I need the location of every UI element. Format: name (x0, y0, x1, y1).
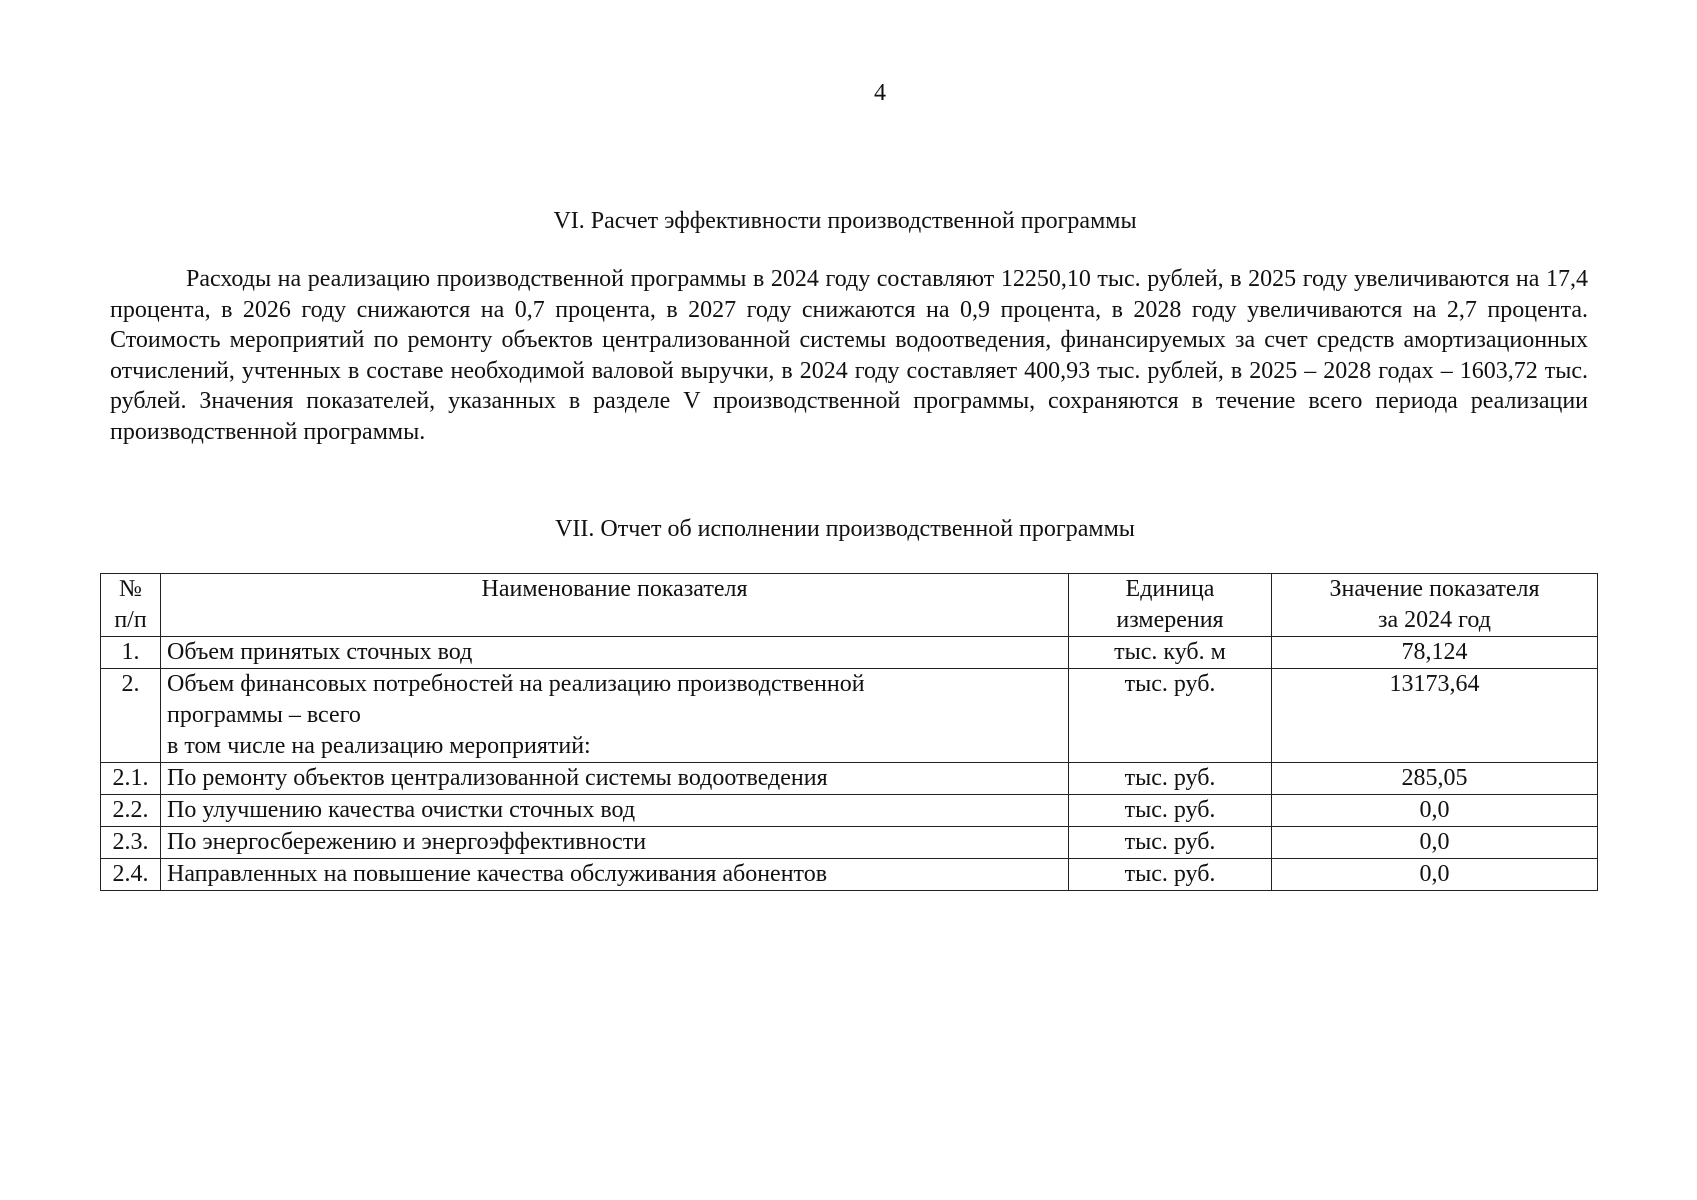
row-num: 1. (101, 637, 161, 669)
header-unit-line2: измерения (1116, 607, 1224, 633)
row-unit: тыс. руб. (1069, 795, 1272, 827)
header-num-cell (101, 574, 161, 637)
row-value: 0,0 (1272, 827, 1598, 859)
row-name: Объем принятых сточных вод (167, 639, 473, 665)
section-6-title: VI. Расчет эффективности производственной программы (553, 208, 1137, 234)
table-row (101, 827, 1598, 859)
header-num-line2: п/п (114, 607, 147, 633)
header-num-line1: № (119, 576, 142, 602)
row-unit: тыс. руб. (1069, 827, 1272, 859)
page-number: 4 (874, 80, 886, 106)
row-name-cell (161, 859, 1069, 891)
header-value-line1: Значение показателя (1329, 576, 1540, 602)
header-unit-line1: Единица (1125, 576, 1215, 602)
row-unit: тыс. руб. (1069, 669, 1272, 763)
row-name-cell (161, 795, 1069, 827)
row-value: 78,124 (1272, 637, 1598, 669)
row-name-line: программы – всего (167, 702, 361, 728)
row-num: 2.1. (101, 763, 161, 795)
report-table (100, 573, 1598, 891)
row-unit: тыс. руб. (1069, 763, 1272, 795)
row-num: 2. (101, 669, 161, 763)
row-value: 0,0 (1272, 795, 1598, 827)
row-name: По ремонту объектов централизованной системы водоотведения (167, 765, 828, 791)
header-name: Наименование показателя (481, 576, 748, 602)
row-name-line: Объем финансовых потребностей на реализацию производственной (167, 671, 865, 697)
row-value: 285,05 (1272, 763, 1598, 795)
table-row (101, 859, 1598, 891)
section-7-title: VII. Отчет об исполнении производственной программы (555, 516, 1135, 542)
row-name-line: в том числе на реализацию мероприятий: (167, 733, 591, 759)
row-num: 2.4. (101, 859, 161, 891)
row-name-cell (161, 827, 1069, 859)
row-value: 13173,64 (1272, 669, 1598, 763)
row-name-cell (161, 669, 1069, 763)
row-value: 0,0 (1272, 859, 1598, 891)
row-name: По улучшению качества очистки сточных вод (167, 797, 636, 823)
header-value-cell (1272, 574, 1598, 637)
table-row (101, 763, 1598, 795)
header-value-line2: за 2024 год (1378, 607, 1491, 633)
table-row (101, 795, 1598, 827)
table-header-row (101, 574, 1598, 637)
row-name: Направленных на повышение качества обслуживания абонентов (167, 861, 828, 887)
row-unit: тыс. руб. (1069, 859, 1272, 891)
row-num: 2.2. (101, 795, 161, 827)
row-num: 2.3. (101, 827, 161, 859)
row-unit: тыс. куб. м (1069, 637, 1272, 669)
row-name: По энергосбережению и энергоэффективности (167, 829, 647, 855)
table-row (101, 637, 1598, 669)
header-unit-cell (1069, 574, 1272, 637)
header-name-cell (161, 574, 1069, 637)
row-name-cell (161, 637, 1069, 669)
section-6-paragraph: Расходы на реализацию производственной программы в 2024 году составляют 12250,10 тыс. рублей, в 2025 году увеличиваются на 17,4 процента, в 2026 году снижаются на 0,7 процента, в 2027 году снижаются на 0,9 процента, в 2028 году увеличиваются на 2,7 процента. Стоимость мероприятий по ремонту объектов централизованной системы водоотведения, финансируемых за счет средств амортизационных отчислений, учтенных в составе необходимой валовой выручки, в 2024 году составляет 400,93 тыс. рублей, в 2025 – 2028 годах – 1603,72 тыс. рублей. Значения показателей, указанных в разделе V производственной программы, сохраняются в течение всего периода реализации производственной программы. (110, 266, 1588, 445)
table-row (101, 669, 1598, 763)
row-name-cell (161, 763, 1069, 795)
